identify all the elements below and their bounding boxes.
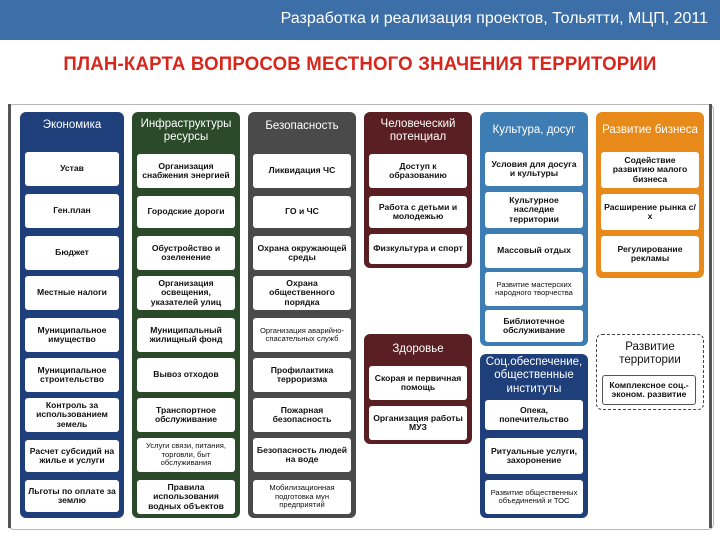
culture-item: Культурное наследие территории: [485, 192, 583, 228]
health-item: Организация работы МУЗ: [369, 406, 467, 440]
infrastructure-item: Организация освещения, указателей улиц: [137, 276, 235, 310]
security-item: Профилактика терроризма: [253, 358, 351, 392]
human-potential-item: Работа с детьми и молодежью: [369, 196, 467, 228]
culture-item: Развитие мастерских народного творчества: [485, 272, 583, 306]
infrastructure-item: Услуги связи, питания, торговли, быт обслуживания: [137, 438, 235, 472]
frame-right-accent: [709, 104, 712, 528]
page-title: ПЛАН-КАРТА ВОПРОСОВ МЕСТНОГО ЗНАЧЕНИЯ ТЕРРИТОРИИ: [63, 54, 657, 75]
infrastructure-item: Городские дороги: [137, 196, 235, 228]
territory-item: Комплексное соц.-эконом. развитие: [602, 375, 696, 405]
frame-left-accent: [8, 104, 11, 528]
business-item: Содействие развитию малого бизнеса: [601, 152, 699, 188]
column-culture: [480, 112, 588, 346]
health-item: Скорая и первичная помощь: [369, 366, 467, 400]
business-item: Расширение рынка с/х: [601, 194, 699, 230]
header-title: Разработка и реализация проектов, Тольятти, МЦП, 2011: [280, 10, 708, 27]
block-territory: [596, 334, 704, 410]
column-economy-title: Экономика: [42, 119, 102, 132]
column-health-title: Здоровье: [392, 342, 444, 355]
security-item: Охрана общественного порядка: [253, 276, 351, 310]
infrastructure-item: Муниципальный жилищный фонд: [137, 318, 235, 352]
social-item: Опека, попечительство: [485, 400, 583, 430]
security-item: Мобилизационная подготовка мун предприятий: [253, 480, 351, 514]
column-economy: [20, 112, 124, 518]
security-item: Организация аварийно-спасательных служб: [253, 318, 351, 352]
human-potential-item: Доступ к образованию: [369, 154, 467, 188]
security-item: Охрана окружающей среды: [253, 236, 351, 270]
economy-item: Устав: [25, 152, 119, 186]
column-business: [596, 112, 704, 278]
security-item: Пожарная безопасность: [253, 398, 351, 432]
infrastructure-item: Организация снабжения энергией: [137, 154, 235, 188]
column-infrastructure: [132, 112, 240, 518]
column-security: [248, 112, 356, 518]
infrastructure-item: Правила использования водных объектов: [137, 480, 235, 514]
column-health: [364, 334, 472, 444]
security-item: Безопасность людей на воде: [253, 438, 351, 472]
column-security-title: Безопасность: [265, 120, 339, 133]
culture-item: Библиотечное обслуживание: [485, 310, 583, 342]
security-item: ГО и ЧС: [253, 196, 351, 228]
column-human-potential-title: Человеческий потенциал: [380, 117, 456, 143]
block-territory-title: Развитие территории: [619, 341, 681, 366]
header-bar: [0, 0, 720, 40]
security-item: Ликвидация ЧС: [253, 154, 351, 188]
economy-item: Местные налоги: [25, 276, 119, 310]
column-business-title: Развитие бизнеса: [602, 124, 698, 137]
social-item: Развитие общественных объединений и ТОС: [485, 480, 583, 514]
economy-item: Ген.план: [25, 194, 119, 228]
economy-item: Контроль за использованием земель: [25, 398, 119, 432]
column-infrastructure-title: Инфраструктуры ресурсы: [140, 117, 232, 143]
column-social: [480, 354, 588, 518]
business-item: Регулирование рекламы: [601, 236, 699, 272]
human-potential-item: Физкультура и спорт: [369, 234, 467, 264]
culture-item: Условия для досуга и культуры: [485, 152, 583, 186]
infrastructure-item: Обустройство и озеленение: [137, 236, 235, 270]
column-culture-title: Культура, досуг: [492, 124, 576, 137]
economy-item: Муниципальное строительство: [25, 358, 119, 392]
economy-item: Расчет субсидий на жилье и услуги: [25, 440, 119, 472]
economy-item: Льготы по оплате за землю: [25, 480, 119, 512]
column-human-potential: [364, 112, 472, 268]
infrastructure-item: Вывоз отходов: [137, 358, 235, 392]
social-item: Ритуальные услуги, захоронение: [485, 438, 583, 474]
economy-item: Муниципальное имущество: [25, 318, 119, 352]
culture-item: Массовый отдых: [485, 234, 583, 268]
infrastructure-item: Транспортное обслуживание: [137, 398, 235, 432]
economy-item: Бюджет: [25, 236, 119, 270]
column-social-title: Соц.обеспечение, общественные институты: [485, 356, 583, 395]
